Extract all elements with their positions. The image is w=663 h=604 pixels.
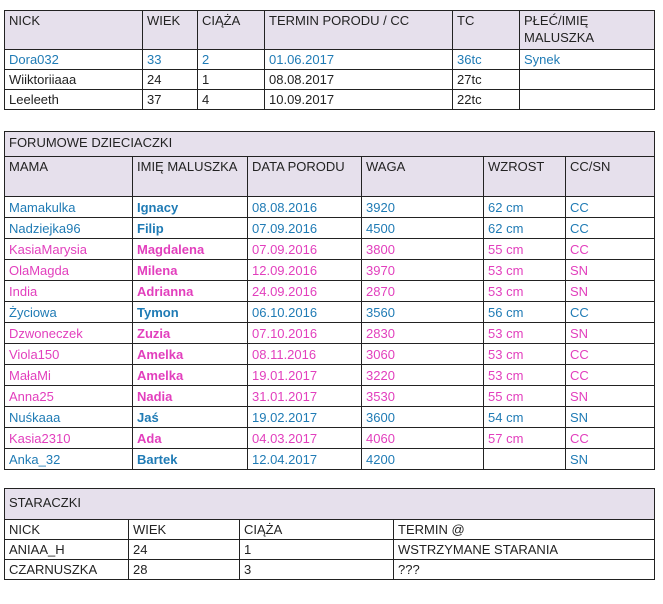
table-cell: CC <box>566 302 655 323</box>
table-title-row <box>5 489 655 520</box>
table-cell: 27tc <box>453 70 520 90</box>
table-cell: 12.09.2016 <box>248 260 362 281</box>
table-header-row <box>5 157 655 197</box>
column-header: CIĄŻA <box>198 11 265 50</box>
table-cell: 28 <box>129 560 240 580</box>
table-cell: Synek <box>520 50 655 70</box>
table-cell: SN <box>566 407 655 428</box>
table-row <box>5 239 655 260</box>
table-cell: CC <box>566 197 655 218</box>
table-title: FORUMOWE DZIECIACZKI <box>5 132 655 157</box>
table-cell: 3060 <box>362 344 484 365</box>
table-cell: CC <box>566 428 655 449</box>
table-cell: Adrianna <box>133 281 248 302</box>
table-cell: KasiaMarysia <box>5 239 133 260</box>
table-cell: Nadia <box>133 386 248 407</box>
table-cell: 07.09.2016 <box>248 239 362 260</box>
table-cell: Życiowa <box>5 302 133 323</box>
table-cell: Amelka <box>133 365 248 386</box>
table-cell: 55 cm <box>484 386 566 407</box>
table-cell: Zuzia <box>133 323 248 344</box>
table-cell: SN <box>566 449 655 470</box>
table-cell: Wiiktoriiaaa <box>5 70 143 90</box>
column-header: MAMA <box>5 157 133 197</box>
table-cell: 07.09.2016 <box>248 218 362 239</box>
table-row <box>5 323 655 344</box>
table-cell: 3530 <box>362 386 484 407</box>
table-cell: Filip <box>133 218 248 239</box>
table-cell: 08.11.2016 <box>248 344 362 365</box>
table-row <box>5 407 655 428</box>
table-cell: 53 cm <box>484 260 566 281</box>
table-cell: India <box>5 281 133 302</box>
table-cell: 53 cm <box>484 323 566 344</box>
table-cell: Tymon <box>133 302 248 323</box>
table-cell: 06.10.2016 <box>248 302 362 323</box>
table-cell: SN <box>566 260 655 281</box>
table-cell: Nadziejka96 <box>5 218 133 239</box>
table-cell: SN <box>566 386 655 407</box>
pregnancy-table <box>4 10 655 110</box>
table-cell: CC <box>566 365 655 386</box>
table-row <box>5 197 655 218</box>
table-cell: 2870 <box>362 281 484 302</box>
table-cell: 04.03.2017 <box>248 428 362 449</box>
table-cell: CC <box>566 344 655 365</box>
table-cell: 4500 <box>362 218 484 239</box>
table-cell: ANIAA_H <box>5 540 129 560</box>
table-cell: 4200 <box>362 449 484 470</box>
table-cell: 2830 <box>362 323 484 344</box>
table-cell <box>484 449 566 470</box>
table-cell: 3920 <box>362 197 484 218</box>
table-row <box>5 260 655 281</box>
table-cell: 19.02.2017 <box>248 407 362 428</box>
table-cell: Dzwoneczek <box>5 323 133 344</box>
table-cell: 24.09.2016 <box>248 281 362 302</box>
table-cell: 3560 <box>362 302 484 323</box>
table-cell: 62 cm <box>484 197 566 218</box>
column-header: DATA PORODU <box>248 157 362 197</box>
column-header: WZROST <box>484 157 566 197</box>
table-cell: Nuśkaaa <box>5 407 133 428</box>
staraczki-table <box>4 488 655 580</box>
table-cell: WSTRZYMANE STARANIA <box>394 540 655 560</box>
table-cell: 4 <box>198 90 265 110</box>
table-row <box>5 365 655 386</box>
table-cell: Mamakulka <box>5 197 133 218</box>
table-cell: 53 cm <box>484 365 566 386</box>
table-cell: 3 <box>240 560 394 580</box>
table-cell: Leeleeth <box>5 90 143 110</box>
table-cell: SN <box>566 323 655 344</box>
column-header: CIĄŻA <box>240 520 394 540</box>
table-cell: CZARNUSZKA <box>5 560 129 580</box>
table-row <box>5 90 655 110</box>
table-header-row <box>5 520 655 540</box>
table-title-row <box>5 132 655 157</box>
table-row <box>5 50 655 70</box>
table-cell: 3600 <box>362 407 484 428</box>
table-row <box>5 344 655 365</box>
table-cell: 37 <box>143 90 198 110</box>
table-cell: 1 <box>240 540 394 560</box>
table-cell: 19.01.2017 <box>248 365 362 386</box>
table-cell: Ignacy <box>133 197 248 218</box>
table-cell: Milena <box>133 260 248 281</box>
column-header: WIEK <box>129 520 240 540</box>
column-header: NICK <box>5 11 143 50</box>
table-cell: 12.04.2017 <box>248 449 362 470</box>
table-cell: 53 cm <box>484 344 566 365</box>
column-header: CC/SN <box>566 157 655 197</box>
table-cell: Amelka <box>133 344 248 365</box>
column-header: TERMIN PORODU / CC <box>265 11 453 50</box>
table-header-row <box>5 11 655 50</box>
table-row <box>5 386 655 407</box>
table-cell: Anna25 <box>5 386 133 407</box>
table-cell: CC <box>566 218 655 239</box>
column-header: TC <box>453 11 520 50</box>
column-header: NICK <box>5 520 129 540</box>
table-cell: 31.01.2017 <box>248 386 362 407</box>
table-cell: Ada <box>133 428 248 449</box>
table-cell <box>520 70 655 90</box>
table-cell: 3970 <box>362 260 484 281</box>
column-header: WAGA <box>362 157 484 197</box>
table-cell: CC <box>566 239 655 260</box>
table-cell: Viola150 <box>5 344 133 365</box>
table-cell: 54 cm <box>484 407 566 428</box>
table-row <box>5 281 655 302</box>
table-cell: 24 <box>129 540 240 560</box>
table-cell: MałaMi <box>5 365 133 386</box>
table-cell: Dora032 <box>5 50 143 70</box>
table-cell: 22tc <box>453 90 520 110</box>
table-cell: 33 <box>143 50 198 70</box>
table-cell: Kasia2310 <box>5 428 133 449</box>
table-row <box>5 560 655 580</box>
table-cell: 56 cm <box>484 302 566 323</box>
table-cell: 08.08.2016 <box>248 197 362 218</box>
table-title: STARACZKI <box>5 489 655 520</box>
table-cell: SN <box>566 281 655 302</box>
table-cell <box>520 90 655 110</box>
table-cell: 2 <box>198 50 265 70</box>
table-row <box>5 302 655 323</box>
table-cell: ??? <box>394 560 655 580</box>
table-cell: 4060 <box>362 428 484 449</box>
table-cell: 36tc <box>453 50 520 70</box>
table-cell: OlaMagda <box>5 260 133 281</box>
table-cell: Bartek <box>133 449 248 470</box>
column-header: WIEK <box>143 11 198 50</box>
table-cell: 57 cm <box>484 428 566 449</box>
table-body <box>5 197 655 470</box>
table-cell: 1 <box>198 70 265 90</box>
table-cell: 24 <box>143 70 198 90</box>
table-cell: 01.06.2017 <box>265 50 453 70</box>
table-cell: 10.09.2017 <box>265 90 453 110</box>
table-cell: 07.10.2016 <box>248 323 362 344</box>
table-cell: 3220 <box>362 365 484 386</box>
column-header: PŁEĆ/IMIĘ MALUSZKA <box>520 11 655 50</box>
table-cell: 55 cm <box>484 239 566 260</box>
table-cell: Magdalena <box>133 239 248 260</box>
column-header: TERMIN @ <box>394 520 655 540</box>
table-row <box>5 218 655 239</box>
table-cell: 53 cm <box>484 281 566 302</box>
table-cell: Anka_32 <box>5 449 133 470</box>
table-cell: 3800 <box>362 239 484 260</box>
table-row <box>5 70 655 90</box>
table-cell: 08.08.2017 <box>265 70 453 90</box>
column-header: IMIĘ MALUSZKA <box>133 157 248 197</box>
table-cell: 62 cm <box>484 218 566 239</box>
table-row <box>5 428 655 449</box>
table-row <box>5 449 655 470</box>
table-row <box>5 540 655 560</box>
table-cell: Jaś <box>133 407 248 428</box>
forum-babies-table <box>4 131 655 470</box>
